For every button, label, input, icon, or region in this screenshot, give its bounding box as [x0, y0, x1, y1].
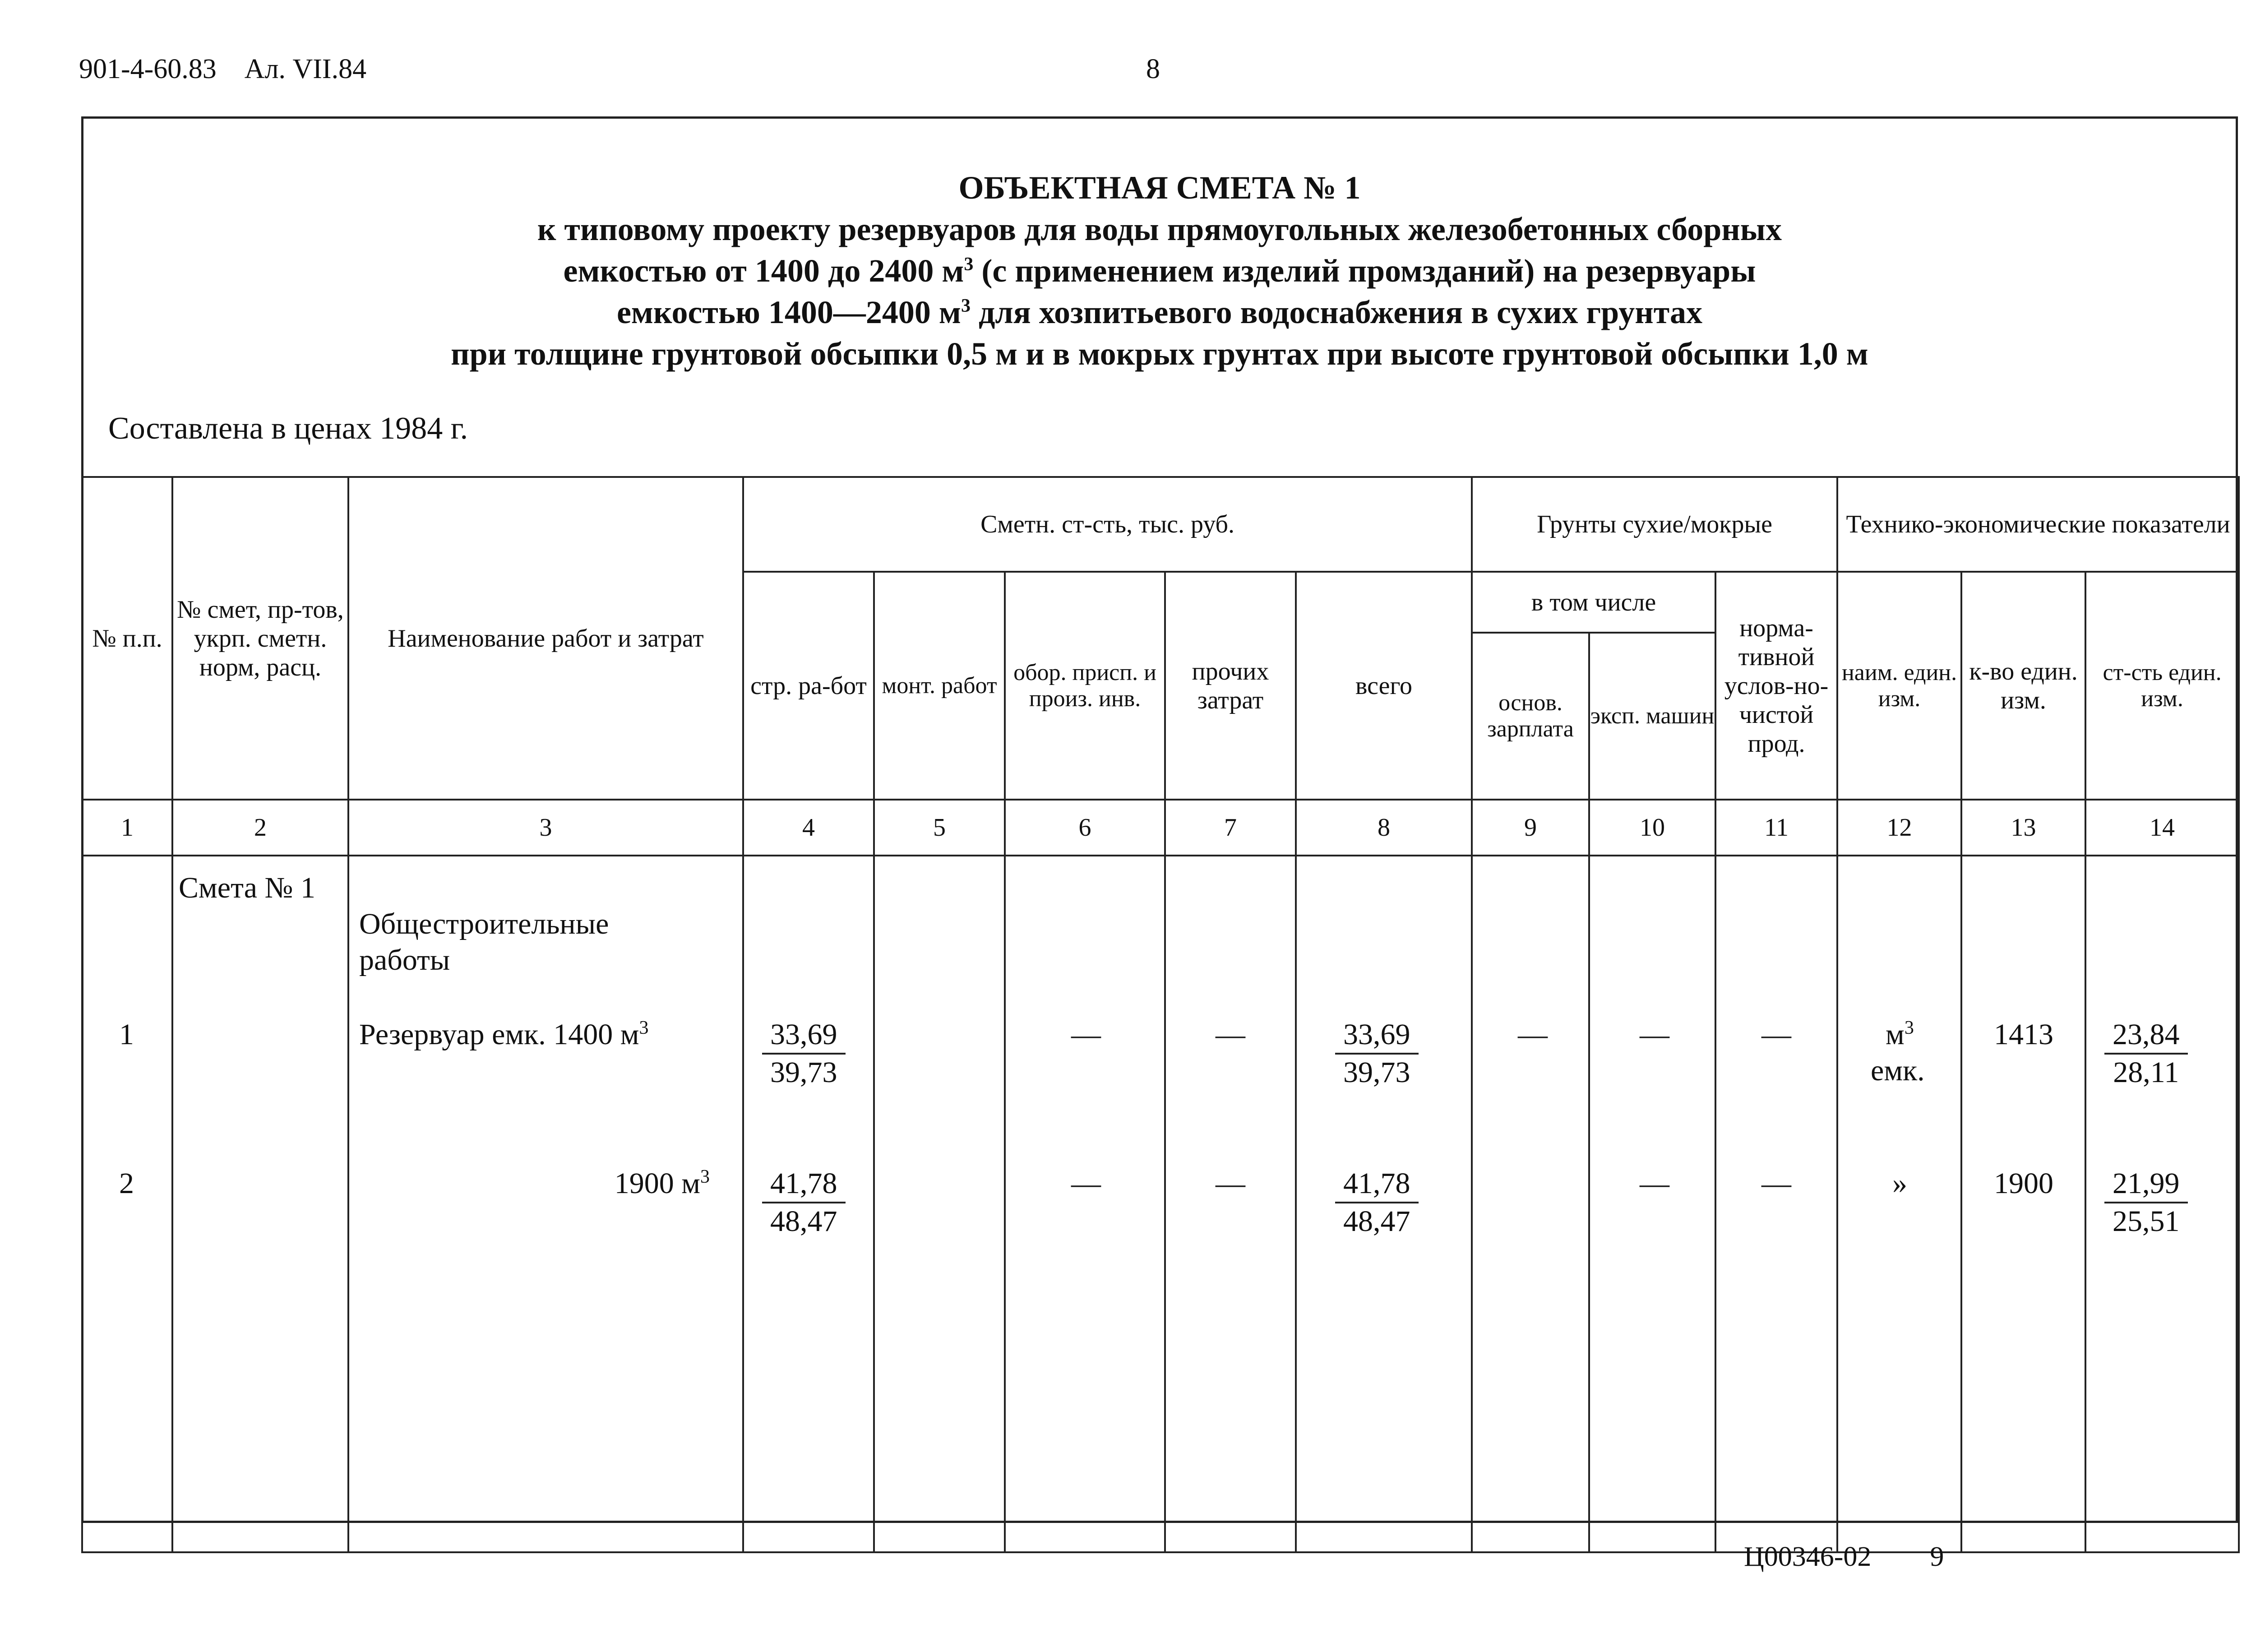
col-number: 14	[2085, 800, 2239, 856]
footer-page-number: 9	[1930, 1541, 1944, 1572]
col-number: 10	[1589, 800, 1715, 856]
section-line-2: работы	[359, 944, 450, 976]
title-line-2: к типовому проекту резервуаров для воды прямоугольных железобетонных сборных	[537, 211, 1782, 247]
col-header-12: наим. един. изм.	[1837, 572, 1961, 800]
body-col-7	[1165, 856, 1296, 1552]
table-body-row	[82, 856, 2239, 1552]
body-col-1	[82, 856, 172, 1552]
row-2-name: 1900 $м^3$	[614, 1166, 710, 1200]
row-1-c10: —	[1640, 1018, 1670, 1051]
col-number: 7	[1165, 800, 1296, 856]
body-col-4	[743, 856, 874, 1552]
album-number: Ал. VII.84	[244, 54, 367, 84]
estimate-label: Смета № 1	[179, 871, 315, 904]
col-number: 13	[1961, 800, 2085, 856]
footer-code: Ц00346-02	[1744, 1541, 1872, 1572]
col-header-7: прочих затрат	[1165, 572, 1296, 800]
row-2-c14: $\frac{21,99}{25,51}$	[2104, 1166, 2188, 1240]
row-1-c11: —	[1761, 1018, 1792, 1051]
body-col-12	[1837, 856, 1961, 1552]
row-2-c11: —	[1761, 1167, 1792, 1200]
row-1-number: 1	[119, 1018, 134, 1051]
title-line-4: емкостью 1400—2400 $м^3$ для хозпитьевого водоснабжения в сухих грунтах	[616, 294, 1703, 330]
row-1-c7: —	[1216, 1018, 1245, 1051]
row-2-c7: —	[1216, 1167, 1245, 1200]
col-header-9: основ. зарплата	[1472, 633, 1589, 800]
col-header-2: № смет, пр-тов, укрп. сметн. норм, расц.	[172, 477, 348, 800]
body-col-2	[172, 856, 348, 1552]
col-header-1: № п.п.	[82, 477, 172, 800]
body-col-10	[1589, 856, 1715, 1552]
doc-number: 901-4-60.83	[79, 54, 217, 84]
section-line-1: Общестроительные	[359, 907, 609, 940]
col-number: 8	[1296, 800, 1472, 856]
title-line-1: ОБЪЕКТНАЯ СМЕТА № 1	[958, 170, 1361, 206]
row-2-c4: $\frac{41,78}{48,47}$	[762, 1166, 846, 1240]
body-col-13	[1961, 856, 2085, 1552]
col-header-3: Наименование работ и затрат	[348, 477, 743, 800]
col-number: 1	[82, 800, 172, 856]
column-number-row	[82, 800, 2239, 856]
row-1-c12-top: $м^3$	[1886, 1018, 1914, 1051]
row-1-c14: $\frac{23,84}{28,11}$	[2104, 1017, 2188, 1091]
document-title	[81, 167, 2238, 375]
page-footer	[1744, 1541, 2002, 1573]
col-number: 5	[874, 800, 1005, 856]
col-number: 2	[172, 800, 348, 856]
col-header-11: норма-тивной услов-но-чистой прод.	[1715, 572, 1837, 800]
row-1-c12-bottom: емк.	[1871, 1054, 1925, 1087]
row-2-c10: —	[1640, 1167, 1670, 1200]
estimate-table	[81, 476, 2240, 1553]
row-2-c8: $\frac{41,78}{48,47}$	[1335, 1166, 1419, 1240]
col-number: 9	[1472, 800, 1589, 856]
col-header-10: эксп. машин	[1589, 633, 1715, 800]
tech-group-header: Технико-экономические показатели	[1837, 477, 2239, 572]
soil-group-header: Грунты сухие/мокрые	[1472, 477, 1837, 572]
title-line-3: емкостью от 1400 до 2400 $м^3$ (с применением изделий промзданий) на резервуары	[563, 253, 1756, 289]
body-col-14	[2085, 856, 2239, 1552]
row-2-number: 2	[119, 1167, 134, 1200]
body-col-3	[348, 856, 743, 1552]
col-header-13: к-во един. изм.	[1961, 572, 2085, 800]
col-number: 3	[348, 800, 743, 856]
row-2-c6: —	[1071, 1167, 1101, 1200]
row-1-c9: —	[1518, 1018, 1548, 1051]
col-header-5: монт. работ	[874, 572, 1005, 800]
page-number-top: 8	[1146, 54, 1160, 84]
col-header-14: ст-сть един. изм.	[2085, 572, 2239, 800]
row-1-c4: $\frac{33,69}{39,73}$	[762, 1017, 846, 1091]
title-line-5: при толщине грунтовой обсыпки 0,5 м и в мокрых грунтах при высоте грунтовой обсыпки 1,0 м	[451, 336, 1868, 372]
body-col-6	[1005, 856, 1165, 1552]
col-header-6: обор. присп. и произ. инв.	[1005, 572, 1165, 800]
body-col-8	[1296, 856, 1472, 1552]
incl-header: в том числе	[1472, 572, 1715, 633]
body-col-5	[874, 856, 1005, 1552]
col-header-8: всего	[1296, 572, 1472, 800]
compiled-in-prices: Составлена в ценах 1984 г.	[108, 411, 468, 446]
col-header-4: стр. ра-бот	[743, 572, 874, 800]
body-col-9	[1472, 856, 1589, 1552]
row-1-c6: —	[1071, 1018, 1101, 1051]
col-number: 12	[1837, 800, 1961, 856]
cost-group-header: Сметн. ст-сть, тыс. руб.	[743, 477, 1472, 572]
row-2-c12: »	[1892, 1167, 1908, 1200]
col-number: 6	[1005, 800, 1165, 856]
col-number: 11	[1715, 800, 1837, 856]
col-number: 4	[743, 800, 874, 856]
row-1-name: Резервуар емк. 1400 $м^3$	[359, 1018, 649, 1051]
body-col-11	[1715, 856, 1837, 1552]
row-1-c13: 1413	[1994, 1018, 2054, 1051]
row-2-c13: 1900	[1994, 1167, 2054, 1200]
page-header	[79, 53, 394, 85]
row-1-c8: $\frac{33,69}{39,73}$	[1335, 1017, 1419, 1091]
